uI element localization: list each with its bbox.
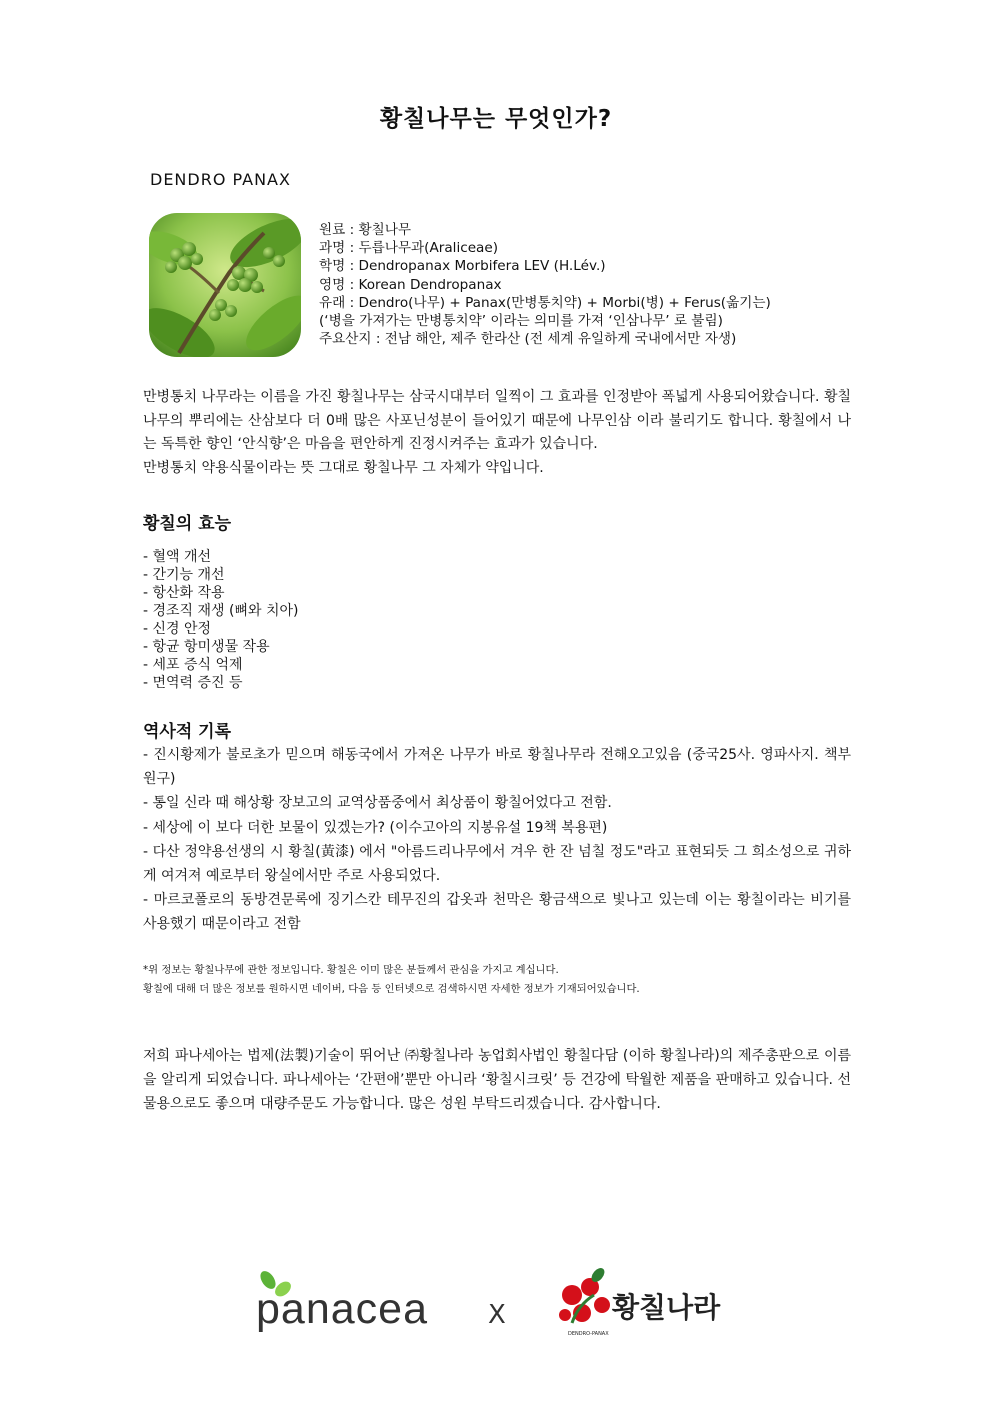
info-line: 과명 : 두릅나무과(Araliceae)	[319, 240, 499, 257]
intro-paragraph: 만병통치 약용식물이라는 뜻 그대로 황칠나무 그 자체가 약입니다.	[143, 459, 544, 476]
list-item: - 경조직 재생 (뼈와 치아)	[143, 603, 299, 619]
page-subtitle: DENDRO PANAX	[150, 170, 291, 189]
info-line: 영명 : Korean Dendropanax	[319, 276, 502, 293]
hwangchil-caption: DENDRO-PANAX	[568, 1331, 609, 1337]
info-line: 유래 : Dendro(나무) + Panax(만병통치약) + Morbi(병) + Ferus(옮기는)	[319, 294, 771, 311]
efficacy-list	[143, 548, 299, 692]
footnote	[143, 961, 640, 999]
info-line: 주요산지 : 전남 해안, 제주 한라산 (전 세계 유일하게 국내에서만 자생)	[319, 331, 737, 348]
list-item: - 진시황제가 불로초가 믿으며 해동국에서 가져온 나무가 바로 황칠나무라 전해오고있음 (중국25사. 영파사지. 책부원구)	[143, 747, 851, 788]
list-item: - 세상에 이 보다 더한 보물이 있겠는가? (이수고아의 지봉유설 19책 복용편)	[143, 819, 608, 836]
page-title: 황칠나무는 무엇인가?	[379, 106, 613, 132]
list-item: - 간기능 개선	[143, 567, 225, 583]
list-item: - 다산 정약용선생의 시 황칠(黃漆) 에서 "아름드리나무에서 겨우 한 잔 넘칠 정도"라고 표현되듯 그 희소성으로 귀하게 여겨져 예로부터 왕실에서만 주로 사용되었다.	[143, 843, 851, 885]
hwangchil-berry-icon	[559, 1266, 610, 1323]
list-item: - 신경 안정	[143, 621, 212, 637]
list-item: - 항균 항미생물 작용	[143, 639, 270, 655]
list-item: - 세포 증식 억제	[143, 657, 243, 673]
logo-separator: X	[488, 1300, 506, 1330]
panacea-logo: panacea	[256, 1285, 428, 1333]
intro-paragraph: 만병통치 나무라는 이름을 가진 황칠나무는 삼국시대부터 일찍이 그 효과를 인정받아 폭넓게 사용되어왔습니다. 황칠나무의 뿌리에는 산삼보다 더 0배 많은 사포닌성분이 들어있기 때문에 나무인삼 이라 불리기도 합니다. 황칠에서 나는 독특한 향인 ‘안식향’은 마음을 편안하게 진정시켜주는 효과가 있습니다.	[143, 389, 851, 452]
footnote-line: *위 정보는 황칠나무에 관한 정보입니다. 황칠은 이미 많은 분들께서 관심을 가지고 계십니다.	[143, 964, 559, 976]
footnote-line: 황칠에 대해 더 많은 정보를 원하시면 네이버, 다음 등 인터넷으로 검색하시면 자세한 정보가 기재되어있습니다.	[143, 983, 640, 995]
info-line: 학명 : Dendropanax Morbifera LEV (H.Lév.)	[319, 258, 606, 275]
info-line: (‘병을 가져가는 만병통치약’ 이라는 의미를 가져 ‘인삼나무’ 로 불림)	[319, 313, 723, 330]
info-line: 원료 : 황칠나무	[319, 222, 412, 238]
list-item: - 혈액 개선	[143, 549, 212, 565]
closing-paragraph: 저희 파나세아는 법제(法製)기술이 뛰어난 ㈜황칠나라 농업회사법인 황칠다담 (이하 황칠나라)의 제주총판으로 이름을 알리게 되었습니다. 파나세아는 ‘간편애’뿐만 아니라 ‘황칠시크릿’ 등 건강에 탁월한 제품을 판매하고 있습니다. 선물용으로도 좋으며 대량주문도 가능합니다. 많은 성원 부탁드리겠습니다. 감사합니다.	[143, 1048, 851, 1113]
history-heading: 역사적 기록	[143, 722, 232, 742]
plant-photo	[149, 213, 301, 357]
efficacy-heading: 황칠의 효능	[143, 514, 232, 534]
hwangchil-logo: 황칠나라	[612, 1291, 721, 1324]
plant-info	[319, 221, 771, 348]
intro-text	[143, 386, 851, 480]
list-item: - 통일 신라 때 해상황 장보고의 교역상품중에서 최상품이 황칠어었다고 전함.	[143, 795, 612, 812]
list-item: - 마르코폴로의 동방견문록에 징기스칸 테무진의 갑옷과 천막은 황금색으로 빛나고 있는데 이는 황칠이라는 비기를 사용했기 때문이라고 전함	[143, 892, 851, 933]
list-item: - 항산화 작용	[143, 585, 225, 601]
brand-logos	[0, 1265, 992, 1355]
list-item: - 면역력 증진 등	[143, 675, 243, 691]
history-list	[143, 743, 851, 937]
